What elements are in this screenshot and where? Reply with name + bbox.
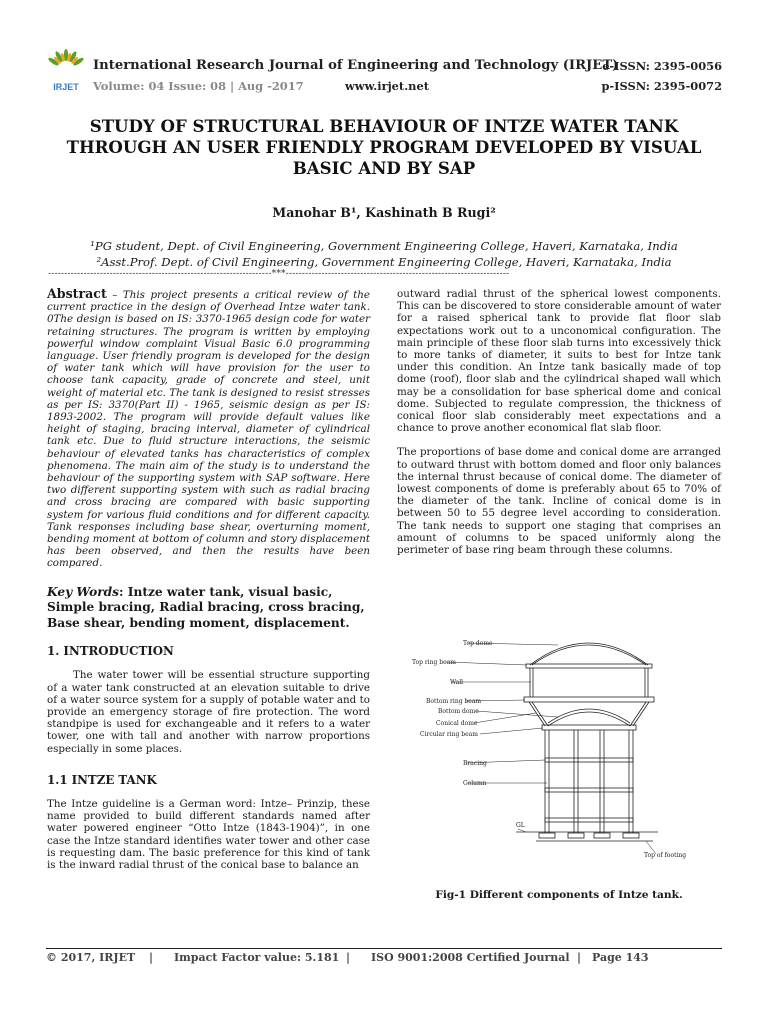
intze-paragraph-right-1: outward radial thrust of the spherical lowest components. This can be discovered to store considerable amount of water for a raised spherical tank to provide flat floor slab expectations work out to a unconomical configuration. The main principle of these floor slab turns into excessively thick to more tanks of diameter, it suits to best for Intze tank under this condition. An Intze tank basically made of top dome (roof), floor slab and the cylindrical shaped wall which may be a consolidation for base spherical dome and conical dome. Subjected to regulate compression, the thickness of conical floor slab considerably meet expectations and a chance to prove another economical flat slab floor. — [397, 288, 721, 435]
intze-paragraph-right-2: The proportions of base dome and conical dome are arranged to outward thrust with bottom domed and floor only balances the internal thrust because of conical dome. The diameter of lowest components of dome is preferably about 65 to 70% of the diameter of the tank. Incline of conical dome is in between 50 to 55 degree level according to consideration. The tank needs to support one staging that comprises an amount of columns to be spaced uniformly along the perimeter of base ring beam through these columns. — [397, 446, 721, 557]
title-line: STUDY OF STRUCTURAL BEHAVIOUR OF INTZE WATER TANK — [89, 116, 679, 136]
footer-iso: ISO 9001:2008 Certified Journal — [371, 951, 570, 964]
separator-line: ---------------------------------------------------------------------***--------------------------------------------------------------------- — [48, 269, 510, 279]
left-column — [47, 288, 370, 871]
intze-paragraph-left: The Intze guideline is a German word: Intze– Prinzip, these name provided to build different standards named after water powered engineer “Otto Intze (1843-1904)”, in one case the Intze standard identifies water tower and other case is requesting dam. The basic preference for this kind of tank is the inward radial thrust of the conical base to balance an — [47, 798, 370, 872]
right-column — [397, 288, 721, 556]
footer-rule — [46, 948, 722, 949]
keywords — [47, 585, 370, 632]
fig-label-wall: Wall — [450, 679, 464, 686]
footer-separator: | — [346, 951, 351, 964]
keywords-text: : Intze water tank, visual basic, Simple bracing, Radial bracing, cross bracing, Base shear, bending moment, displacement. — [47, 584, 365, 630]
e-issn: e-ISSN: 2395-0056 — [602, 59, 722, 73]
footer-impact-factor: Impact Factor value: 5.181 — [174, 951, 340, 964]
journal-name: International Research Journal of Engineering and Technology (IRJET) — [93, 58, 619, 73]
figure-caption: Fig-1 Different components of Intze tank. — [435, 889, 683, 901]
volume-issue: Volume: 04 Issue: 08 | Aug -2017 — [93, 79, 304, 93]
title-line: BASIC AND BY SAP — [292, 158, 476, 178]
journal-website[interactable]: www.irjet.net — [345, 79, 429, 93]
fig-label-circular-ring-beam: Circular ring beam — [420, 731, 478, 738]
irjet-logo — [44, 48, 88, 92]
paper-title — [60, 116, 708, 179]
section-heading-introduction: 1. INTRODUCTION — [47, 644, 174, 659]
fig-label-bottom-dome: Bottom dome — [438, 708, 479, 715]
abstract-text: – This project presents a critical review of the current practice in the design of Overhead Intze water tank. 0The design is based on IS: 3370-1965 design code for water retaining structures. The program is written by employing powerful window complaint Visual Basic 6.0 programming language. User friendly program is developed for the design of water tank which will have provision for the user to choose tank capacity, grade of concrete and steel, unit weight of material etc. The tank is designed to resist stresses as per IS: 3370(Part II) - 1965, seismic design as per IS: 1893-2002. The program will provide default values like height of staging, bracing interval, diameter of cylindrical tank etc. Due to fluid structure interactions, the seismic behaviour of elevated tanks has characteristics of complex phenomena. The main aim of the study is to understand the behaviour of the supporting system with SAP software. Here two different supporting system with such as radial bracing and cross bracing are compared with basic supporting system for various fluid conditions and for different capacity. Tank responses including base shear, overturning moment, bending moment at bottom of column and story displacement has been observed, and then the results have been compared. — [47, 289, 370, 570]
fig-label-top-ring-beam: Top ring beam — [412, 659, 456, 666]
footer-copyright: © 2017, IRJET — [46, 951, 136, 964]
p-issn: p-ISSN: 2395-0072 — [601, 79, 722, 93]
footer-separator: | — [577, 951, 582, 964]
fig-label-top-of-footing: Top of footing — [644, 852, 687, 859]
affiliation-2: ²Asst.Prof. Dept. of Civil Engineering, Government Engineering College, Haveri, Karnataka, India — [96, 255, 672, 269]
keywords-heading: Key Words — [47, 584, 120, 599]
fig-label-conical-dome: Conical dome — [436, 720, 478, 727]
affiliation-1: ¹PG student, Dept. of Civil Engineering, Government Engineering College, Haveri, Karnataka, India — [90, 239, 678, 253]
fig-label-bracing: Bracing — [463, 760, 487, 767]
section-heading-intze: 1.1 INTZE TANK — [47, 772, 157, 787]
journal-header — [0, 0, 768, 105]
title-line: THROUGH AN USER FRIENDLY PROGRAM DEVELOPED BY VISUAL — [66, 137, 702, 157]
intro-paragraph: The water tower will be essential structure supporting of a water tank constructed at an elevation suitable to drive of a water source system for a supply of potable water and to provide an emergency storage of fire protection. The word standpipe is used for exchangeable and it refers to a water tower, one with tall and another with narrow proportions especially in some places. — [47, 669, 370, 755]
intze-tank-figure — [408, 625, 718, 863]
authors: Manohar B¹, Kashinath B Rugi² — [272, 205, 496, 220]
fig-label-column: Column — [463, 780, 487, 787]
fig-label-top-dome: Top dome — [463, 640, 493, 647]
fig-label-bottom-ring-beam: Bottom ring beam — [426, 698, 482, 705]
fig-label-gl: GL — [516, 822, 525, 829]
footer-separator: | — [149, 951, 154, 964]
abstract-heading: Abstract — [47, 286, 107, 301]
abstract — [47, 288, 370, 570]
footer-page-number: Page 143 — [592, 951, 649, 964]
logo-text: IRJET — [53, 82, 79, 92]
